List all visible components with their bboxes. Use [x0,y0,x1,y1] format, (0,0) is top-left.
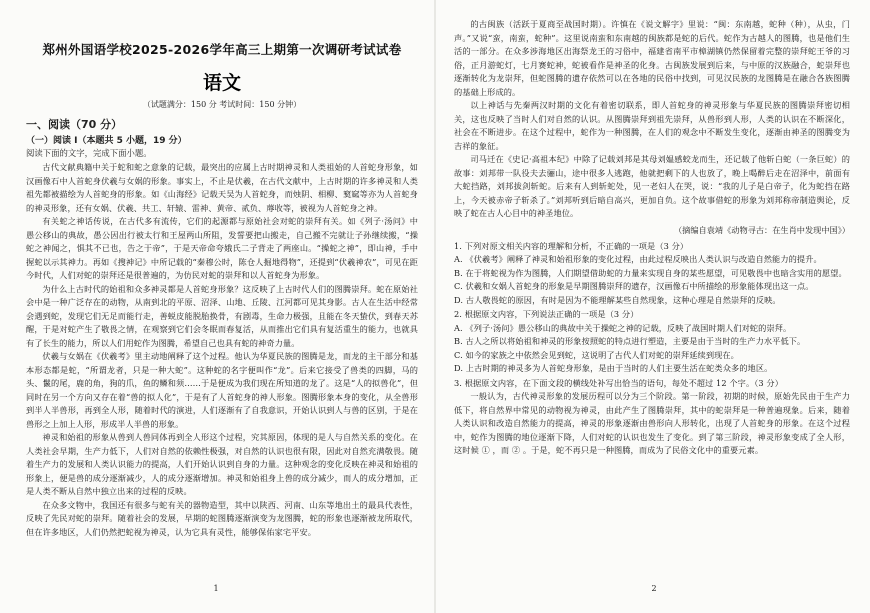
passage-right [454,18,850,221]
page-number: 2 [651,584,657,593]
passage-source: （摘编自袁靖《动物寻古：在生肖中发现中国》） [673,224,850,235]
passage-paragraph: 的古闽族（活跃于夏商至战国时期）。许慎在《说文解字》里说：“闽：东南越，蛇种（种），从虫，门声。”又说“蛮，南蛮，蛇种”。这里说南蛮和东南越的闽族都是蛇的后代。蛇作为古越人的图腾，也是他们生活的一部分。在众多涉海地区出海祭龙王的习俗中，福建省南平市樟湖镇仍然保留着完整的崇拜蛇王爷的习俗，正月游蛇灯，七月赛蛇神，蛇被看作是神圣的化身。古闽族发展到后来，与中原的汉族融合，蛇崇拜也逐渐转化为龙崇拜，但蛇图腾的遗存依然可以在各地的民俗中找到，可见汉民族的龙图腾是在融合各族图腾的基础上形成的。 [454,19,850,97]
exam-title: 郑州外国语学校2025-2026学年高三上期第一次调研考试试卷 [42,42,402,57]
passage-paragraph: 古代文献典籍中关于蛇和蛇之意象的记载，最突出的应属上古时期神灵和人类祖始的人首蛇身形象，如汉画像石中人首蛇身伏羲与女娲的形象。事实上，不止是伏羲，在古代文献中，上古时期的许多神灵和人类祖先都被描绘为人首蛇身的形象。如《山海经》记载天吴为人首蛇身，而烛阴、相柳、窫窳等亦为人首蛇身的神灵形象，还有女娲、伏羲、共工、轩辕、雷神、黄帝、贰负、蓐收等，被视为人首蛇身之神。 [26,162,418,213]
question-stem: 3. 根据原文内容，在下面文段的横线处补写出恰当的语句，每处不超过 12 个字。（3 分） [454,377,784,388]
answer-option: A. 《伏羲考》阐释了神灵和始祖形象的变化过程，由此过程反映出人类认识与改造自然能力的提升。 [454,254,822,264]
passage-paragraph: 司马迁在《史记·高祖本纪》中除了记载刘邦是其母刘媪感蛟龙而生，还记载了他斩白蛇（一条巨蛇）的故事：刘邦带一队役夫去骊山，途中很多人逃跑，他就把剩下的人也放了，晚上喝醉后走在沼泽中，前面有大蛇挡路，刘邦拔剑斩蛇。后来有人到斩蛇处，见一老妇人在哭，说：“我的儿子是白帝子，化为蛇挡在路上，今天被赤帝子斩杀了。”刘邦听到后暗自高兴，更加自负。这个故事借蛇的形象为刘邦称帝制造舆论，反映了蛇在古人心目中的神圣地位。 [454,154,850,218]
passage-paragraph: 为什么上古时代的始祖和众多神灵都是人首蛇身形象？这反映了上古时代人们的图腾崇拜。蛇在原始社会中是一种广泛存在的动物，从南到北的平原、沼泽、山地、丘陵、江河都可见其身影。古人在生活中经常会遇到蛇，发现它们无足而能行走，善蜕皮能脱胎换骨，有剧毒，生命力极强，且能在冬天蛰伏，到春天苏醒，于是对蛇产生了敬畏之情，在观察到它们会冬眠而春复活，从而推出它们具有复活重生的能力，也就具有了长生的能力，所以人们用蛇作为图腾，希望自己也具有蛇的神奇力量。 [26,283,418,348]
reading-instruction: 阅读下面的文字，完成下面小题。 [26,148,152,158]
passage-paragraph: 在众多文物中，我国还有很多与蛇有关的器物造型，其中以陕西、河南、山东等地出土的最具代表性，反映了先民对蛇的崇拜。随着社会的发展，早期的蛇图腾逐渐演变为龙图腾，蛇的形象也逐渐被龙所取代，但在许多地区，人们仍然把蛇视为神灵，认为它具有灵性，能够保佑家宅平安。 [26,499,418,537]
page-2 [438,0,870,613]
passage-paragraph: 神灵和始祖的形象从兽到人兽同体再到全人形这个过程，究其原因，体现的是人与自然关系的变化。在人类社会早期，生产力低下，人们对自然的依赖性极强，对自然的认识也很有限，因此对自然充满敬畏。随着生产力的发展和人类认识能力的提高，人们开始认识到自身的力量。这种观念的变化反映在神灵和始祖的形象上，便是兽的成分逐渐减少，人的成分逐渐增加。神灵和始祖身上兽的成分减少，而人的成分增加，正是人类不断从自然中独立出来的过程的反映。 [26,432,418,496]
passage-paragraph: 以上神话与先秦两汉时期的文化有着密切联系，即人首蛇身的神灵形象与华夏民族的图腾崇拜密切相关，这也反映了当时人们对自然的认识。从图腾崇拜到祖先崇拜，从兽形到人形，人类的认识在不断深化，社会在不断进步。在这个过程中，蛇作为一种图腾，在人们的观念中不断发生变化，逐渐由神圣的图腾变为吉祥的象征。 [454,100,850,151]
exam-meta: （试题满分：150 分 考试时间：150 分钟） [142,100,302,109]
answer-option: C. 如今的家族之中依然会见到蛇，这说明了古代人们对蛇的崇拜延续到现在。 [454,349,739,360]
page-divider [434,0,436,613]
passage-paragraph: 伏羲与女娲在《伏羲考》里主动地阐释了这个过程。他认为华夏民族的图腾是龙，而龙的主干部分和基本形态都是蛇，“所谓龙者，只是一种大蛇”。这种蛇的名字便叫作“龙”。后来它接受了兽类的四脚，马的头、鬣的尾，鹿的角，狗的爪，鱼的鳞和须……于是便成为我们现在所知道的龙了。这是“人的拟兽化”，但同时在另一个方向又存在着“兽的拟人化”，于是有了人首蛇身的神人形象。图腾形象本身的变化，从全兽形到半人半兽形，再到全人形，随着时代的演进，人们逐渐有了自我意识，开始认识到人与兽的区别，于是在兽形之上加上人形，形成半人半兽的形象。 [26,351,418,429]
question-list [454,240,850,391]
answer-option: D. 古人敬畏蛇的原因，有时是因为不能理解某些自然现象，这种心理是自然崇拜的反映。 [454,294,781,305]
subsection-heading: （一）阅读 I（本题共 5 小题，19 分） [26,136,187,146]
passage-left [26,161,418,539]
answer-option: D. 上古时期的神灵多为人首蛇身形象，是由于当时的人们主要生活在蛇类众多的地区。 [454,363,773,373]
passage-paragraph: 有关蛇之神话传说，在古代多有流传，它们的起源都与原始社会对蛇的崇拜有关。如《列子·汤问》中愚公移山的典故，愚公因出行被太行和王屋两山所阻，发誓要把山搬走，自己搬不完就让子孙继续搬，“操蛇之神闻之，惧其不已也，告之于帝”，于是天帝命夸娥氏二子背走了两座山。“操蛇之神”，即山神，手中握蛇以示其神力。再如《搜神记》中所记载的“秦穆公时，陈仓人掘地得物”，还提到“伏羲神农”，可见在距今时代，人们对蛇的崇拜还是很普遍的，为仿民对蛇的崇拜和以人首蛇身为形象。 [26,216,418,280]
answer-option: B. 在于将蛇视为作为图腾，人们期望借助蛇的力量来实现自身的某些愿望，可见敬畏中也暗含实用的愿望。 [454,267,847,278]
subject-heading: 语文 [202,72,241,94]
page-1 [0,0,432,613]
question-stem: 2. 根据原文内容，下列说法正确的一项是（3 分） [454,309,639,319]
answer-option: C. 伏羲和女娲人首蛇身的形象是早期图腾崇拜的遗存，汉画像石中所描绘的形象能体现出这一点。 [454,281,814,291]
page-number: 1 [213,584,219,593]
answer-option: A. 《列子·汤问》愚公移山的典故中关于操蛇之神的记载，反映了战国时期人们对蛇的崇拜。 [454,322,792,333]
question-stem: 1. 下列对原文相关内容的理解和分析，不正确的一项是（3 分） [454,240,689,251]
section-heading: 一、阅读（70 分） [26,118,123,131]
fill-blank-paragraph: 一般认为，古代神灵形象的发展历程可以分为三个阶段。第一阶段，初期的时候，原始先民由于生产力低下，将自然界中常见的动物视为神灵，由此产生了图腾崇拜，其中的蛇崇拜是一种普遍现象。后来，随着人类认识和改造自然能力的提高，神灵的形象逐渐由兽形向人形转化，出现了人首蛇身的形象。在这个过程中，蛇作为图腾的地位逐渐下降，人们对蛇的认识也发生了变化。到了第三阶段，神灵形象变成了全人形，这时候 ① ，而 ② 。于是，蛇不再只是一种图腾，而成为了民俗文化中的重要元素。 [454,391,850,455]
answer-option: B. 古人之所以将始祖和神灵的形象按照蛇的特点进行塑造，主要是由于当时的生产力水平低下。 [454,336,806,346]
